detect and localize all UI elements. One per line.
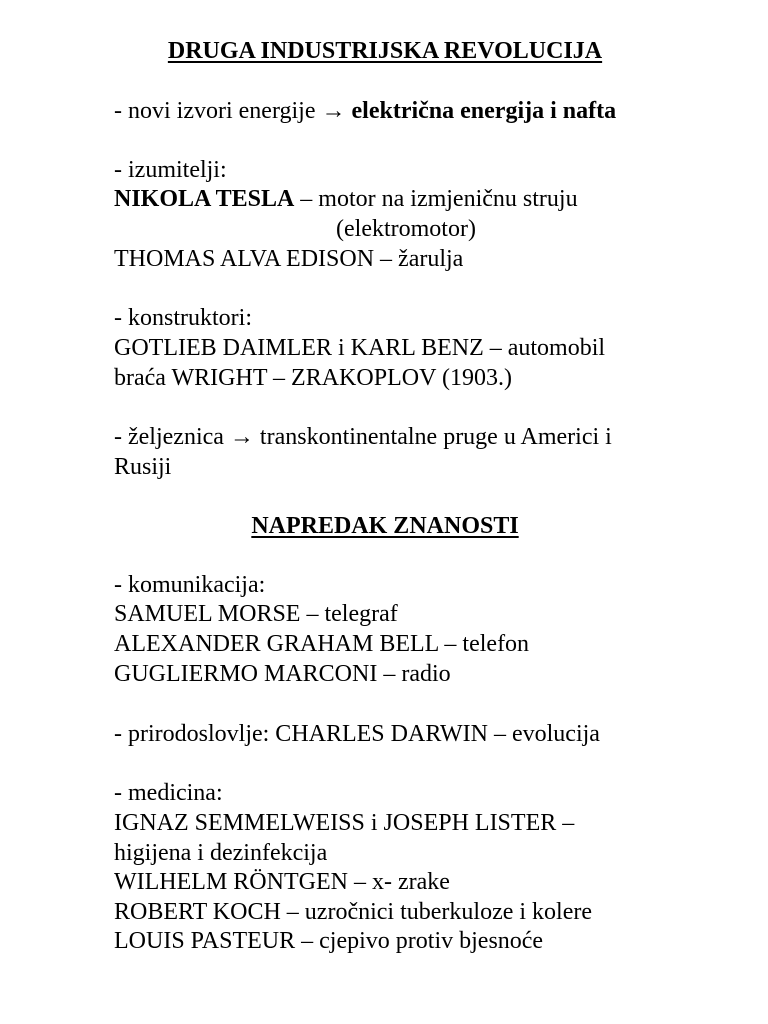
wright-line: braća WRIGHT – ZRAKOPLOV (1903.) (114, 365, 512, 391)
morse-line: SAMUEL MORSE – telegraf (114, 601, 398, 627)
energy-prefix: - novi izvori energije → (114, 98, 352, 124)
title-druga-industrijska-revolucija: DRUGA INDUSTRIJSKA REVOLUCIJA (167, 38, 603, 64)
pasteur-line: LOUIS PASTEUR – cjepivo protiv bjesnoće (114, 928, 544, 954)
tesla-name: NIKOLA TESLA (114, 186, 295, 212)
communication-label: - komunikacija: (114, 572, 266, 598)
natural-science-line: - prirodoslovlje: CHARLES DARWIN – evolucija (114, 721, 600, 747)
tesla-line (114, 184, 578, 214)
rontgen-line: WILHELM RÖNTGEN – x- zrake (114, 869, 450, 895)
energy-bold: električna energija i nafta (351, 98, 617, 124)
tesla-desc: – motor na izmjeničnu struju (294, 186, 578, 212)
inventors-label: - izumitelji: (114, 157, 227, 183)
railway-line-2: Rusiji (114, 454, 172, 480)
constructors-label: - konstruktori: (114, 305, 252, 331)
tesla-continuation: (elektromotor) (336, 216, 476, 242)
railway-line-1: - željeznica → transkontinentalne pruge u Americi i (114, 424, 612, 450)
marconi-line: GUGLIERMO MARCONI – radio (114, 661, 451, 687)
edison-line: THOMAS ALVA EDISON – žarulja (114, 246, 464, 272)
energy-line (114, 96, 616, 126)
semmelweiss-line-2: higijena i dezinfekcija (114, 840, 328, 866)
title-napredak-znanosti: NAPREDAK ZNANOSTI (251, 513, 519, 539)
bell-line: ALEXANDER GRAHAM BELL – telefon (114, 631, 530, 657)
daimler-benz-line: GOTLIEB DAIMLER i KARL BENZ – automobil (114, 335, 606, 361)
medicine-label: - medicina: (114, 780, 223, 806)
koch-line: ROBERT KOCH – uzročnici tuberkuloze i kolere (114, 899, 593, 925)
semmelweiss-line-1: IGNAZ SEMMELWEISS i JOSEPH LISTER – (114, 810, 575, 836)
